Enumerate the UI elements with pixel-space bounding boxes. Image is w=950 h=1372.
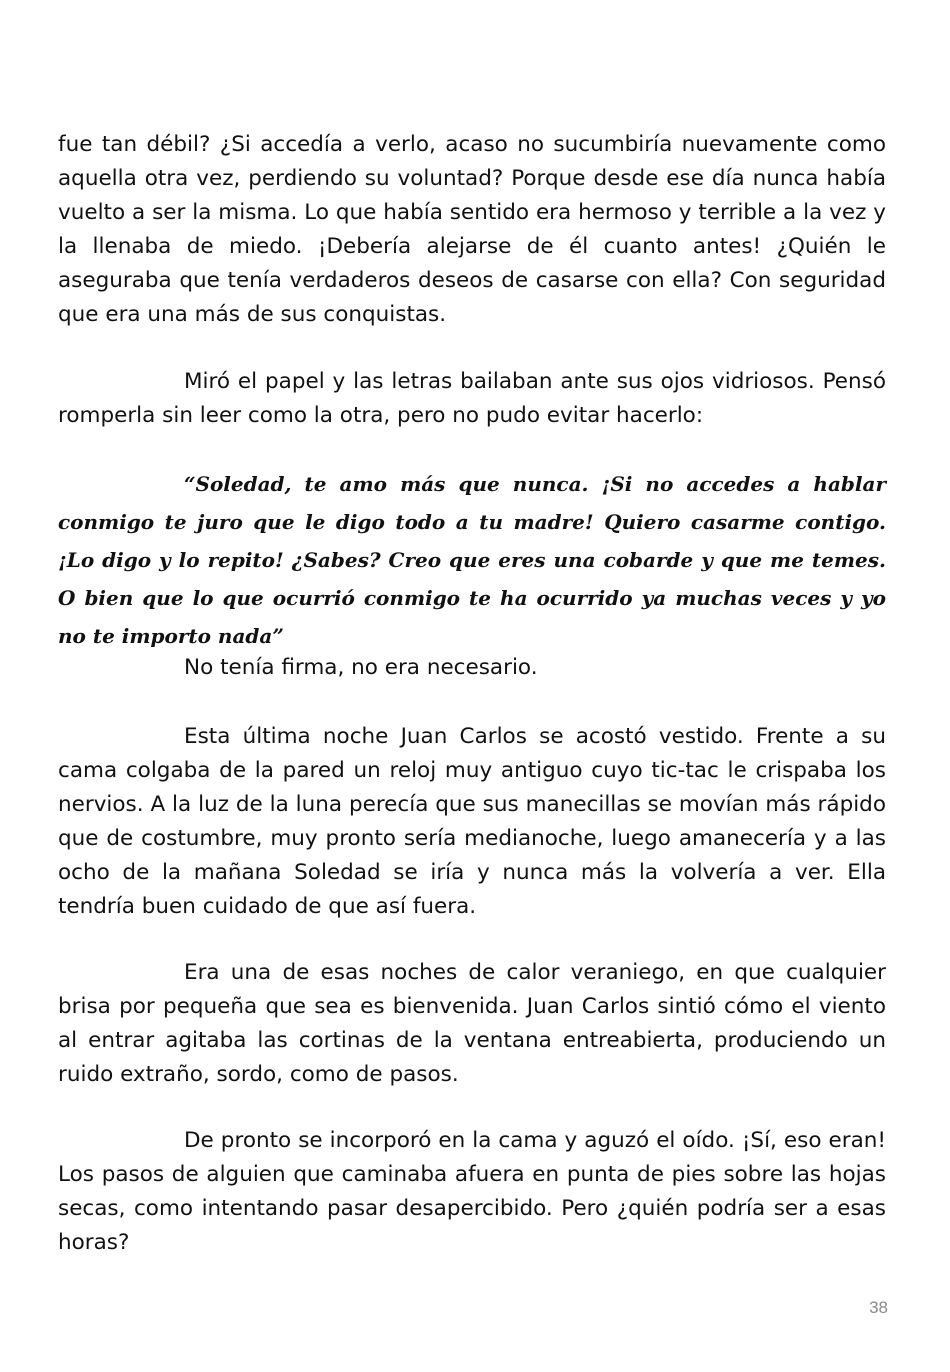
paragraph-3: No tenía firma, no era necesario.: [184, 655, 538, 680]
paragraph-1: fue tan débil? ¿Si accedía a verlo, acaso no sucumbiría nuevamente como aquella otra vez, perdiendo su voluntad? Porque desde ese día nunca había vuelto a ser la misma. Lo que había sentido era hermoso y terrible a la vez y la llenaba de miedo. ¡Debería alejarse de él cuanto antes! ¿Quién le aseguraba que tenía verdaderos deseos de casarse con ella? Con seguridad que era una más de sus conquistas.: [58, 132, 886, 327]
page-number: 38: [869, 1298, 888, 1317]
paragraph-2: Miró el papel y las letras bailaban ante sus ojos vidriosos. Pensó romperla sin leer como la otra, pero no pudo evitar hacerlo:: [58, 369, 886, 428]
paragraph-4: Esta última noche Juan Carlos se acostó vestido. Frente a su cama colgaba de la pared un reloj muy antiguo cuyo tic-tac le crispaba los nervios. A la luz de la luna perecía que sus manecillas se movían más rápido que de costumbre, muy pronto sería medianoche, luego amanecería y a las ocho de la mañana Soledad se iría y nunca más la volvería a ver. Ella tendría buen cuidado de que así fuera.: [58, 724, 886, 919]
paragraph-6: De pronto se incorporó en la cama y aguzó el oído. ¡Sí, eso eran! Los pasos de alguien que caminaba afuera en punta de pies sobre las hojas secas, como intentando pasar desapercibido. Pero ¿quién podría ser a esas horas?: [58, 1128, 886, 1255]
letter-quote: “Soledad, te amo más que nunca. ¡Si no accedes a hablar conmigo te juro que le digo todo a tu madre! Quiero casarme contigo. ¡Lo digo y lo repito! ¿Sabes? Creo que eres una cobarde y que me temes. O bien que lo que ocurrió conmigo te ha ocurrido ya muchas veces y yo no te importo nada”: [58, 472, 886, 648]
paragraph-5: Era una de esas noches de calor veraniego, en que cualquier brisa por pequeña que sea es bienvenida. Juan Carlos sintió cómo el viento al entrar agitaba las cortinas de la ventana entreabierta, produciendo un ruido extraño, sordo, como de pasos.: [58, 960, 886, 1087]
